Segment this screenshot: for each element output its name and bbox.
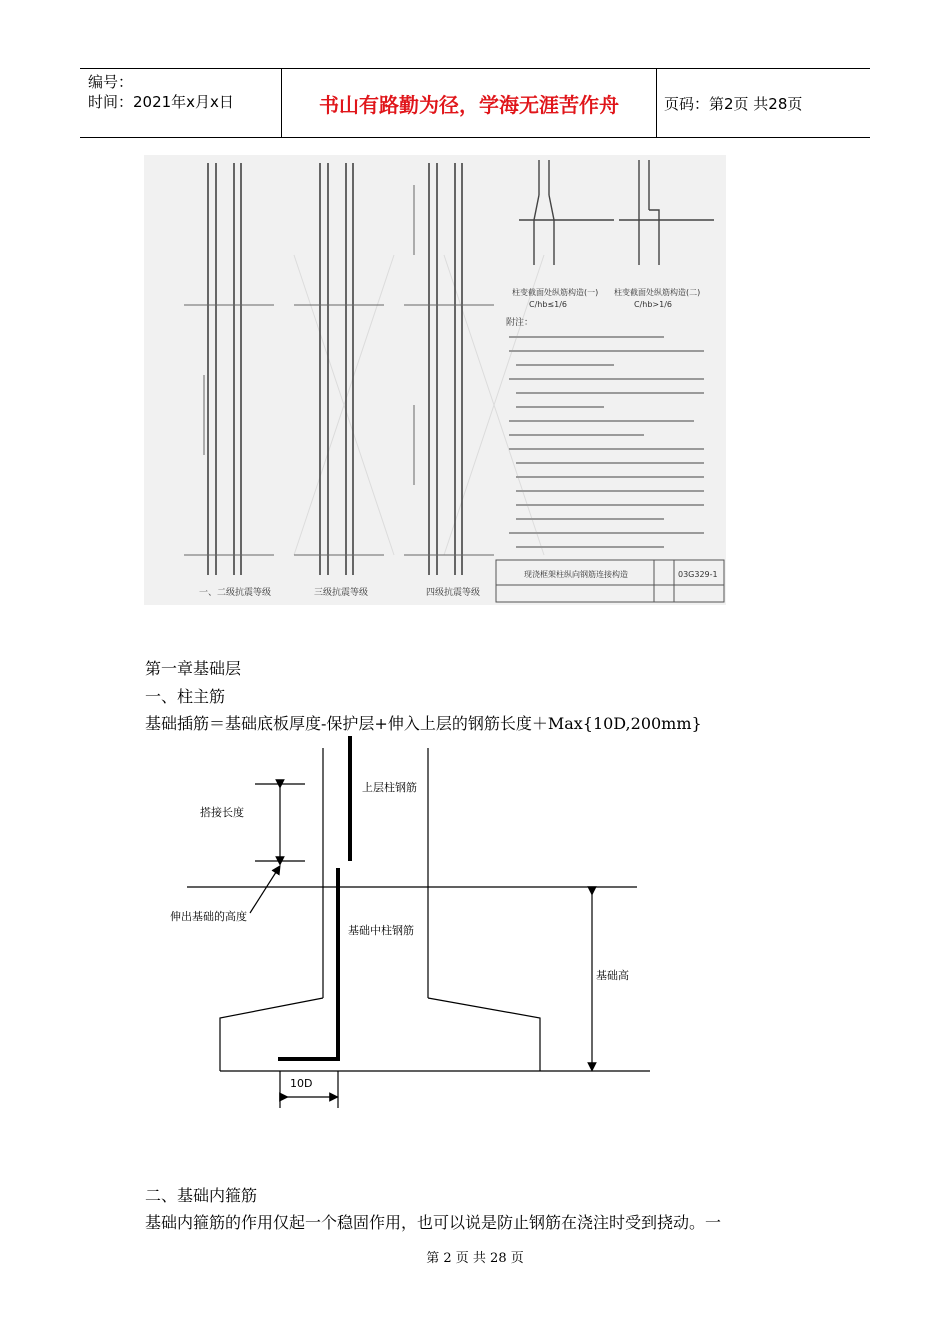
time-label: 时间：2021年x月x日 xyxy=(88,93,234,111)
title-block-code: 03G329-1 xyxy=(678,570,718,579)
caption-3: 四级抗震等级 xyxy=(426,588,481,598)
header-meta xyxy=(80,69,282,137)
section-2: 柱变截面处纵筋构造(二) xyxy=(614,288,701,297)
label-10d: 10D xyxy=(290,1077,313,1090)
notes-title: 附注： xyxy=(506,318,534,328)
page-header xyxy=(80,68,870,138)
scanned-drawing xyxy=(144,155,726,605)
section-1: 柱变截面处纵筋构造(一) xyxy=(512,288,599,297)
label-lap: 搭接长度 xyxy=(200,806,244,819)
paragraph: 基础内箍筋的作用仅起一个稳固作用，也可以说是防止钢筋在浇注时受到挠动。一 xyxy=(145,1213,722,1232)
chapter-title: 第一章基础层 xyxy=(145,659,242,678)
page-indicator: 页码：第2页 共28页 xyxy=(664,94,803,113)
drawing-canvas xyxy=(144,155,726,605)
formula: 基础插筋＝基础底板厚度-保护层+伸入上层的钢筋长度＋Max{10D,200mm} xyxy=(145,714,702,733)
page-footer: 第 2 页 共 28 页 xyxy=(426,1251,524,1266)
ratio-1: C/hb≤1/6 xyxy=(529,300,568,309)
motto: 书山有路勤为径，学海无涯苦作舟 xyxy=(282,69,657,137)
section-title-2: 二、基础内箍筋 xyxy=(145,1186,258,1205)
ratio-2: C/hb>1/6 xyxy=(634,300,673,309)
caption-1: 一、二级抗震等级 xyxy=(199,588,272,598)
label-foundation-height: 基础高 xyxy=(596,969,629,982)
label-extend: 伸出基础的高度 xyxy=(170,910,247,923)
number-label: 编号： xyxy=(88,73,134,91)
foundation-canvas xyxy=(160,728,660,1118)
section-title-1: 一、柱主筋 xyxy=(145,687,226,706)
label-upper-bar: 上层柱钢筋 xyxy=(362,781,417,794)
foundation-diagram xyxy=(160,728,660,1118)
caption-2: 三级抗震等级 xyxy=(314,588,369,598)
title-block: 现浇框架柱纵向钢筋连接构造 xyxy=(524,570,628,579)
label-column-bar: 基础中柱钢筋 xyxy=(348,924,414,937)
